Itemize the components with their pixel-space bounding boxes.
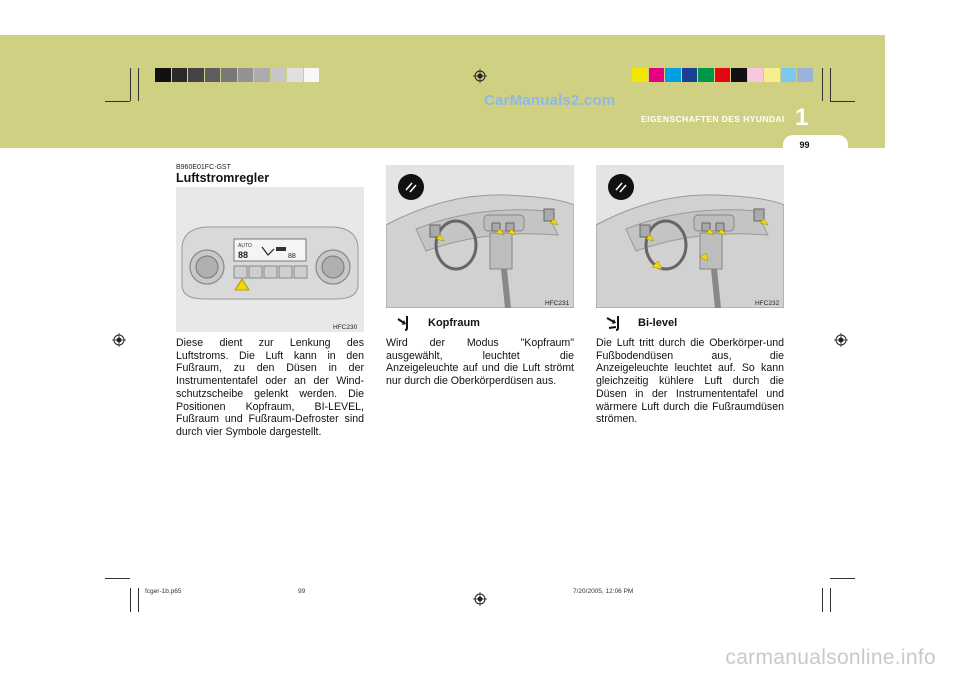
- crop-mark: [138, 68, 139, 101]
- color-swatch: [155, 68, 171, 82]
- color-swatch: [665, 68, 681, 82]
- color-swatch: [221, 68, 237, 82]
- crop-mark: [830, 101, 855, 102]
- crop-mark: [822, 588, 823, 612]
- dashboard-illustration: [386, 165, 574, 308]
- color-swatch: [238, 68, 254, 82]
- chapter-number: 1: [795, 104, 809, 131]
- section-code: B960E01FC-GST: [176, 164, 231, 171]
- dashboard-figure-face: [386, 165, 574, 308]
- color-swatch: [682, 68, 698, 82]
- climate-control-illustration: [176, 187, 364, 332]
- mode-heading-kopfraum: Kopfraum: [428, 317, 480, 329]
- color-swatch: [649, 68, 665, 82]
- color-swatch: [254, 68, 270, 82]
- color-swatch: [172, 68, 188, 82]
- watermark[interactable]: CarManuals2.com: [484, 92, 616, 109]
- footer-date: 7/20/2005, 12:06 PM: [573, 588, 634, 595]
- crop-mark: [830, 588, 831, 612]
- crop-mark: [130, 68, 131, 101]
- crop-mark: [105, 101, 130, 102]
- mode-heading-bilevel: Bi-level: [638, 317, 678, 329]
- figure-label: HFC232: [755, 300, 780, 307]
- svg-text:AUTO: AUTO: [238, 243, 252, 249]
- section-title: EIGENSCHAFTEN DES HYUNDAI: [641, 114, 785, 124]
- color-swatch: [748, 68, 764, 82]
- header-band: [0, 35, 885, 148]
- color-swatch: [764, 68, 780, 82]
- colorbar-grayscale: [155, 68, 320, 82]
- section-heading: Luftstromregler: [176, 171, 270, 185]
- color-swatch: [731, 68, 747, 82]
- color-swatch: [205, 68, 221, 82]
- crop-mark: [105, 578, 130, 579]
- color-swatch: [797, 68, 813, 82]
- svg-text:88: 88: [288, 253, 296, 260]
- color-swatch: [698, 68, 714, 82]
- color-swatch: [287, 68, 303, 82]
- svg-text:88: 88: [238, 250, 249, 260]
- page-number: 99: [799, 140, 810, 150]
- body-paragraph: Die Luft tritt durch die Oberkörper-und Fußbodendüsen aus, die Anzeigeleuchte leuchtet auf. So kann gleichzeitig kühlere Luft durch die Düsen in der Instrumententafel und wärmere Luft durch die Fußraumdüsen strömen.: [596, 337, 784, 426]
- color-swatch: [715, 68, 731, 82]
- bi-level-vent-icon: [606, 315, 624, 331]
- crop-mark: [830, 578, 855, 579]
- crop-mark: [138, 588, 139, 612]
- color-swatch: [632, 68, 648, 82]
- face-vent-icon: [397, 315, 413, 331]
- colorbar-color: [632, 68, 814, 82]
- footer-page: 99: [298, 588, 306, 595]
- climate-control-figure: [176, 187, 364, 332]
- registration-mark-icon: [112, 333, 126, 347]
- footer-filename: fcger-1b.p65: [145, 588, 182, 595]
- registration-mark-icon: [473, 69, 487, 83]
- color-swatch: [304, 68, 320, 82]
- dashboard-figure-bilevel: [596, 165, 784, 308]
- color-swatch: [271, 68, 287, 82]
- bottom-watermark[interactable]: carmanualsonline.info: [725, 646, 936, 669]
- body-paragraph: Diese dient zur Lenkung des Luftstroms. Die Luft kann in den Fußraum, zu den Düsen in der Instrumententafel oder an der Wind-schutzscheibe gelenkt werden. Die Positionen Kopfraum, BI-LEVEL, Fußraum und Fußraum-Defroster sind durch vier Symbole dargestellt.: [176, 337, 364, 438]
- figure-label: HFC230: [333, 324, 358, 331]
- dashboard-illustration: [596, 165, 784, 308]
- color-swatch: [781, 68, 797, 82]
- color-swatch: [188, 68, 204, 82]
- crop-mark: [830, 68, 831, 101]
- figure-label: HFC231: [545, 300, 570, 307]
- registration-mark-icon: [834, 333, 848, 347]
- registration-mark-icon: [473, 592, 487, 606]
- crop-mark: [130, 588, 131, 612]
- body-paragraph: Wird der Modus "Kopfraum" ausgewählt, leuchtet die Anzeigeleuchte auf und die Luft strömt nur durch die Oberkörperdüsen aus.: [386, 337, 574, 388]
- crop-mark: [822, 68, 823, 101]
